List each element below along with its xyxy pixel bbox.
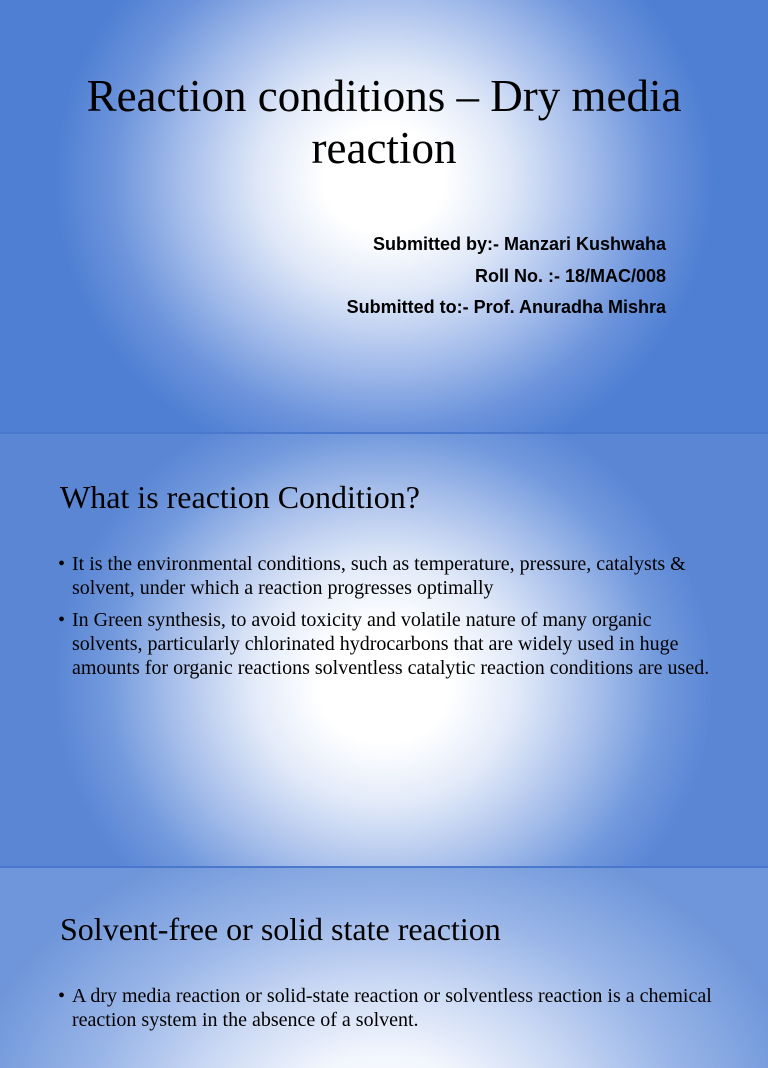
slide-solvent-free xyxy=(0,868,768,1068)
bullet-item: • It is the environmental conditions, such as temperature, pressure, catalysts & solvent, under which a reaction progresses optimally xyxy=(56,552,716,600)
slide-heading: Solvent-free or solid state reaction xyxy=(60,911,501,947)
bullet-list xyxy=(56,984,716,1040)
roll-number: Roll No. :- 18/MAC/008 xyxy=(474,265,666,286)
bullet-item: • A dry media reaction or solid-state reaction or solventless reaction is a chemical reaction system in the absence of a solvent. xyxy=(56,984,716,1032)
slide-heading: What is reaction Condition? xyxy=(60,479,420,515)
bullet-item: • In Green synthesis, to avoid toxicity and volatile nature of many organic solvents, particularly chlorinated hydrocarbons that are widely used in huge amounts for organic reactions solventless catalytic reaction conditions are used. xyxy=(56,608,716,680)
slide-title xyxy=(0,0,768,432)
bullet-list xyxy=(56,552,716,688)
author-info xyxy=(146,229,666,324)
slide-reaction-condition xyxy=(0,434,768,866)
submitted-by: Submitted by:- Manzari Kushwaha xyxy=(372,234,666,254)
presentation-title: Reaction conditions – Dry media reaction xyxy=(86,71,682,173)
submitted-to: Submitted to:- Prof. Anuradha Mishra xyxy=(346,297,666,317)
